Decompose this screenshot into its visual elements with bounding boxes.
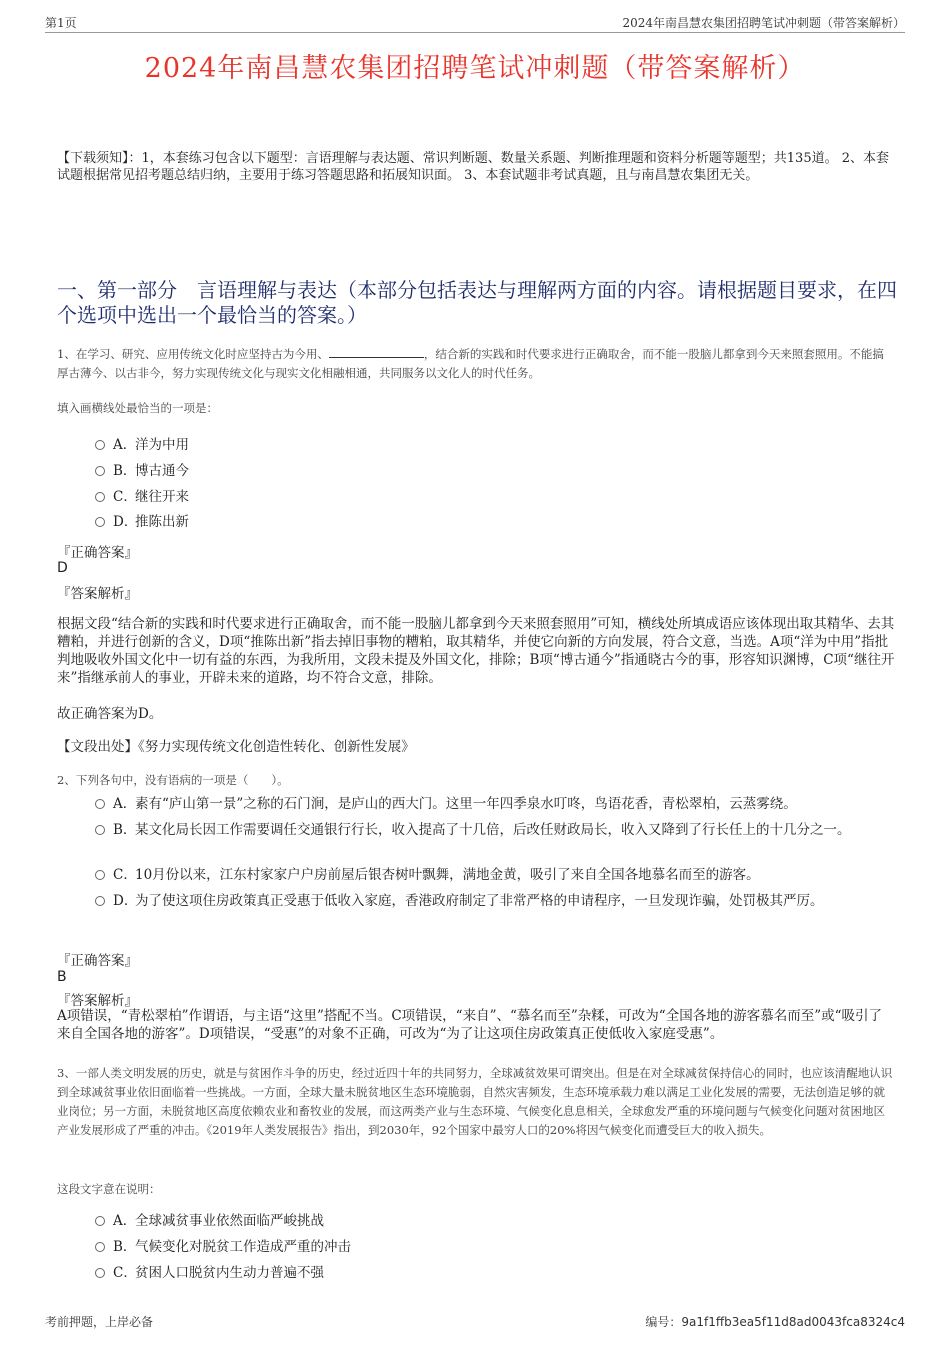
- q3-option-b[interactable]: B．气候变化对脱贫工作造成严重的冲击: [95, 1236, 890, 1258]
- q3-option-c[interactable]: C．贫困人口脱贫内生动力普遍不强: [95, 1262, 890, 1284]
- fill-blank-line: [329, 346, 424, 358]
- q1-option-a[interactable]: A．洋为中用: [95, 434, 890, 456]
- question-3-stem: 3、一部人类文明发展的历史，就是与贫困作斗争的历史，经过近四十年的共同努力，全球减贫效果可谓突出。但是在对全球减贫保持信心的同时，也应该清醒地认识到全球减贫事业依旧面临着一些挑战。一方面，全球大量未脱贫地区生态环境脆弱，自然灾害频发，生态环境承载力难以满足工业化发展的需要，无法创造足够的就业岗位；另一方面，未脱贫地区高度依赖农业和畜牧业的发展，而这两类产业与生态环境、气候变化息息相关，全球愈发严重的环境问题与气候变化问题对贫困地区产业发展形成了严重的冲击。《2019年人类发展报告》指出，到2030年，92个国家中最穷人口的20%将因气候变化而遭受巨大的收入损失。: [57, 1066, 893, 1137]
- radio-icon[interactable]: [95, 517, 105, 527]
- q1-answer: D: [57, 560, 68, 576]
- question-2-stem: 2、下列各句中，没有语病的一项是（ ）。: [57, 773, 289, 787]
- q2-option-a[interactable]: A．素有“庐山第一景”之称的石门涧，是庐山的西大门。这里一年四季泉水叮咚，鸟语花香，青松翠柏，云蒸雾绕。: [95, 793, 890, 815]
- radio-icon[interactable]: [95, 825, 105, 835]
- footer-code: 编号：9a1f1ffb3ea5f11d8ad0043fca8324c4: [645, 1315, 905, 1329]
- radio-icon[interactable]: [95, 466, 105, 476]
- footer-slogan: 考前押题，上岸必备: [45, 1315, 154, 1329]
- page-number: 第1页: [45, 16, 77, 30]
- document-title: 2024年南昌慧农集团招聘笔试冲刺题（带答案解析）: [144, 53, 806, 84]
- radio-icon[interactable]: [95, 1242, 105, 1252]
- q2-option-c[interactable]: C．10月份以来，江东村家家户户房前屋后银杏树叶飘舞，满地金黄，吸引了来自全国各地慕名而至的游客。: [95, 864, 890, 886]
- q1-answer-label: 『正确答案』: [57, 545, 138, 561]
- q2-analysis-label: 『答案解析』: [57, 993, 138, 1009]
- q1-source: 【文段出处】《努力实现传统文化创造性转化、创新性发展》: [57, 739, 415, 755]
- radio-icon[interactable]: [95, 440, 105, 450]
- header-doc-title: 2024年南昌慧农集团招聘笔试冲刺题（带答案解析）: [622, 16, 905, 30]
- radio-icon[interactable]: [95, 870, 105, 880]
- q2-answer-label: 『正确答案』: [57, 953, 138, 969]
- radio-icon[interactable]: [95, 896, 105, 906]
- q2-answer: B: [57, 969, 67, 985]
- download-notice: 【下载须知】：1，本套练习包含以下题型：言语理解与表达题、常识判断题、数量关系题、判断推理题和资料分析题等题型；共135道。 2、本套试题根据常见招考题总结归纳，主要用于练习答题思路和拓展知识面。 3、本套试题非考试真题，且与南昌慧农集团无关。: [57, 151, 889, 183]
- question-1-prompt: 填入画横线处最恰当的一项是：: [57, 401, 218, 415]
- radio-icon[interactable]: [95, 1216, 105, 1226]
- radio-icon[interactable]: [95, 492, 105, 502]
- q1-conclusion: 故正确答案为D。: [57, 706, 163, 722]
- question-1-stem: 1、在学习、研究、应用传统文化时应坚持古为今用、 ，结合新的实践和时代要求进行正确取舍，而不能一股脑儿都拿到今天来照套照用。不能搞厚古薄今、以古非今，努力实现传统文化与现实文化相融相通，共同服务以文化人的时代任务。: [57, 347, 884, 380]
- q1-analysis: 根据文段“结合新的实践和时代要求进行正确取舍，而不能一股脑儿都拿到今天来照套照用”可知，横线处所填成语应该体现出取其精华、去其糟粕，并进行创新的含义，D项“推陈出新”指去掉旧事物的糟粕，取其精华，并使它向新的方向发展，符合文意，当选。A项“洋为中用”指批判地吸收外国文化中一切有益的东西，为我所用，文段未提及外国文化，排除；B项“博古通今”指通晓古今的事，形容知识渊博，C项“继往开来”指继承前人的事业，开辟未来的道路，均不符合文意，排除。: [57, 616, 895, 686]
- q2-option-b[interactable]: B．某文化局长因工作需要调任交通银行行长，收入提高了十几倍，后改任财政局长，收入又降到了行长任上的十几分之一。: [95, 819, 890, 841]
- q1-option-b[interactable]: B．博古通今: [95, 460, 890, 482]
- q2-analysis: A项错误，“青松翠柏”作谓语，与主语“这里”搭配不当。C项错误，“来自”、“慕名而至”杂糅，可改为“全国各地的游客慕名而至”或“吸引了来自全国各地的游客”。D项错误，“受惠”的对象不正确，可改为“为了让这项住房政策真正使低收入家庭受惠”。: [57, 1008, 882, 1042]
- radio-icon[interactable]: [95, 1268, 105, 1278]
- q1-option-c[interactable]: C．继往开来: [95, 486, 890, 508]
- page-header: [45, 14, 905, 32]
- header-divider: [45, 32, 905, 33]
- section-heading: 一、第一部分 言语理解与表达（本部分包括表达与理解两方面的内容。请根据题目要求，在四个选项中选出一个最恰当的答案。）: [57, 278, 897, 327]
- q3-option-a[interactable]: A．全球减贫事业依然面临严峻挑战: [95, 1210, 890, 1232]
- radio-icon[interactable]: [95, 799, 105, 809]
- q2-option-d[interactable]: D．为了使这项住房政策真正受惠于低收入家庭，香港政府制定了非常严格的申请程序，一旦发现诈骗，处罚极其严厉。: [95, 890, 890, 912]
- q1-analysis-label: 『答案解析』: [57, 586, 138, 602]
- q1-option-d[interactable]: D．推陈出新: [95, 511, 890, 533]
- question-3-prompt: 这段文字意在说明：: [57, 1182, 161, 1196]
